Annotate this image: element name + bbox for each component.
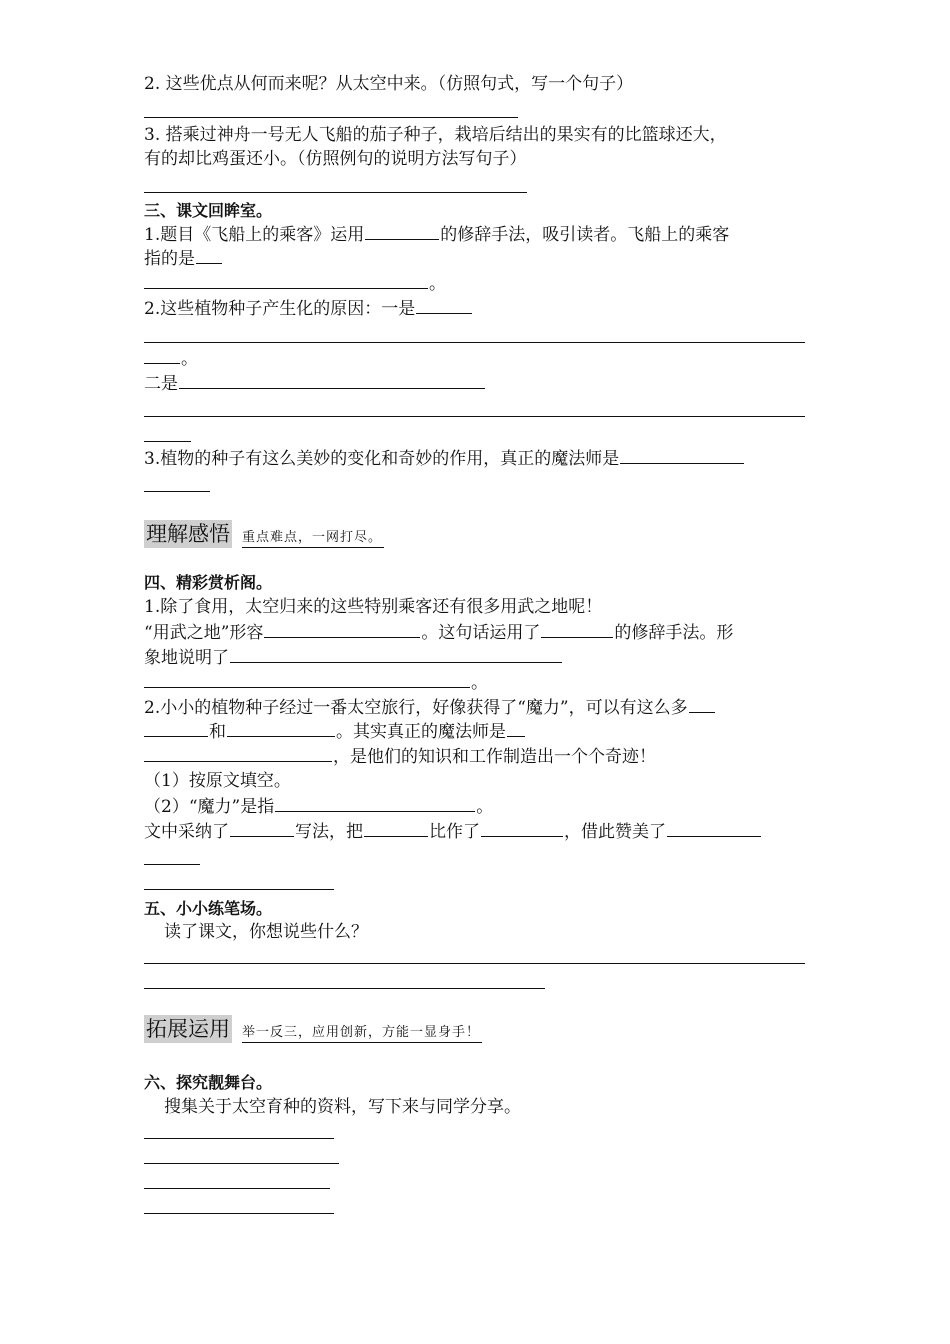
sec3-q3-text-a: 3.植物的种子有这么美妙的变化和奇妙的作用，真正的魔法师是	[144, 449, 620, 469]
section-5-title: 五、小小练笔场。	[144, 899, 273, 918]
answer-line[interactable]	[144, 889, 334, 890]
sec4-p1-line4	[144, 671, 488, 694]
sec4-p1-text-c: 的修辞手法。形	[614, 623, 734, 643]
fill-blank[interactable]	[667, 820, 761, 837]
answer-line[interactable]	[144, 1138, 334, 1139]
fill-blank[interactable]	[179, 372, 485, 389]
fill-blank[interactable]	[481, 820, 563, 837]
fill-blank[interactable]	[227, 720, 335, 737]
fill-blank[interactable]	[541, 621, 613, 638]
sec4-p1-line3	[144, 646, 563, 669]
period: 。	[181, 349, 198, 369]
sec4-p3-text-a: 文中采纳了	[144, 822, 229, 842]
fill-blank[interactable]	[507, 720, 525, 737]
banner-extension	[144, 1013, 482, 1043]
banner-subtitle: 重点难点，一网打尽。	[242, 529, 384, 548]
sec4-p3-line1	[144, 820, 762, 843]
sec3-q2-text-a: 2.这些植物种子产生化的原因：一是	[144, 299, 416, 319]
answer-line[interactable]	[144, 1163, 339, 1164]
sec5-prompt: 读了课文，你想说些什么？	[164, 922, 368, 942]
answer-line[interactable]	[144, 342, 805, 343]
answer-line[interactable]	[144, 988, 545, 989]
q2-text: 2. 这些优点从何而来呢？从太空中来。（仿照句式，写一个句子）	[144, 74, 634, 94]
sec3-q3-line1	[144, 447, 745, 470]
fill-blank[interactable]	[196, 247, 222, 264]
fill-blank[interactable]	[144, 720, 208, 737]
sec4-sub2-line	[144, 795, 493, 818]
section-6-title: 六、探究靓舞台。	[144, 1073, 273, 1092]
sec4-p1-line2	[144, 621, 733, 644]
section-3-title: 三、课文回眸室。	[144, 201, 273, 220]
sec4-p3-text-b: 写法，把	[295, 822, 363, 842]
answer-line[interactable]	[144, 416, 805, 417]
sec4-p2-line3	[144, 745, 656, 768]
sec4-p3-text-d: ，借此赞美了	[564, 822, 666, 842]
banner-understanding	[144, 518, 384, 548]
answer-line[interactable]	[144, 864, 200, 865]
sec4-p1-text-d: 象地说明了	[144, 648, 229, 668]
answer-line[interactable]	[144, 1213, 334, 1214]
fill-blank[interactable]	[144, 671, 470, 688]
fill-blank[interactable]	[144, 347, 180, 364]
answer-line[interactable]	[144, 117, 518, 118]
answer-line[interactable]	[144, 963, 805, 964]
sec3-q1-line3	[144, 272, 446, 295]
answer-line[interactable]	[144, 192, 527, 193]
answer-line[interactable]	[144, 1188, 330, 1189]
fill-blank[interactable]	[144, 745, 332, 762]
period: 。	[476, 797, 494, 817]
fill-blank[interactable]	[230, 820, 294, 837]
fill-blank[interactable]	[364, 820, 428, 837]
banner-title: 拓展运用	[146, 1017, 230, 1041]
sec4-p1-text-b: 。这句话运用了	[421, 623, 541, 643]
fill-blank[interactable]	[689, 696, 715, 713]
section-4-title: 四、精彩赏析阁。	[144, 573, 273, 592]
sec3-q2-line3	[144, 347, 198, 370]
sec3-q1-text-b: 的修辞手法，吸引读者。飞船上的乘客	[440, 225, 730, 245]
fill-blank[interactable]	[264, 621, 420, 638]
sec4-p2-text-c: 。其实真正的魔法师是	[336, 722, 506, 742]
fill-blank[interactable]	[416, 297, 472, 314]
sec4-p1-line1: 1.除了食用，太空归来的这些特别乘客还有很多用武之地呢！	[144, 597, 603, 617]
sec3-q1-line1	[144, 223, 729, 246]
sec4-p2-line2	[144, 720, 526, 743]
sec4-p2-text-a: 2.小小的植物种子经过一番太空旅行，好像获得了“魔力”，可以有这么多	[144, 698, 688, 718]
answer-line[interactable]	[144, 441, 191, 442]
sec3-q2-line1	[144, 297, 473, 320]
q3-text-line1: 3. 搭乘过神舟一号无人飞船的茄子种子，栽培后结出的果实有的比篮球还大，	[144, 125, 727, 145]
sec4-sub2-text: （2）“魔力”是指	[144, 797, 275, 817]
sec3-q1-text-a: 1.题目《飞船上的乘客》运用	[144, 225, 365, 245]
sec3-q2-text-b: 二是	[144, 374, 178, 394]
sec3-q2-line4	[144, 372, 486, 395]
fill-blank[interactable]	[365, 223, 439, 240]
answer-line[interactable]	[144, 491, 210, 492]
sec4-p2-line1	[144, 696, 716, 719]
period: 。	[471, 673, 488, 693]
fill-blank[interactable]	[144, 272, 428, 289]
sec4-p2-text-d: ，是他们的知识和工作制造出一个个奇迹！	[333, 747, 656, 767]
q3-text-line2: 有的却比鸡蛋还小。（仿照例句的说明方法写句子）	[144, 149, 527, 169]
period: 。	[429, 274, 446, 294]
sec4-p3-text-c: 比作了	[429, 822, 480, 842]
sec3-q1-line2	[144, 247, 223, 270]
sec4-sub1: （1）按原文填空。	[144, 771, 291, 791]
banner-title: 理解感悟	[146, 522, 230, 546]
sec6-prompt: 搜集关于太空育种的资料，写下来与同学分享。	[164, 1097, 521, 1117]
sec4-p2-text-b: 和	[209, 722, 226, 742]
banner-subtitle: 举一反三，应用创新，方能一显身手！	[242, 1024, 482, 1043]
sec3-q1-text-c: 指的是	[144, 249, 195, 269]
fill-blank[interactable]	[275, 795, 475, 812]
fill-blank[interactable]	[620, 447, 744, 464]
fill-blank[interactable]	[230, 646, 562, 663]
sec4-p1-text-a: “用武之地”形容	[144, 623, 264, 643]
